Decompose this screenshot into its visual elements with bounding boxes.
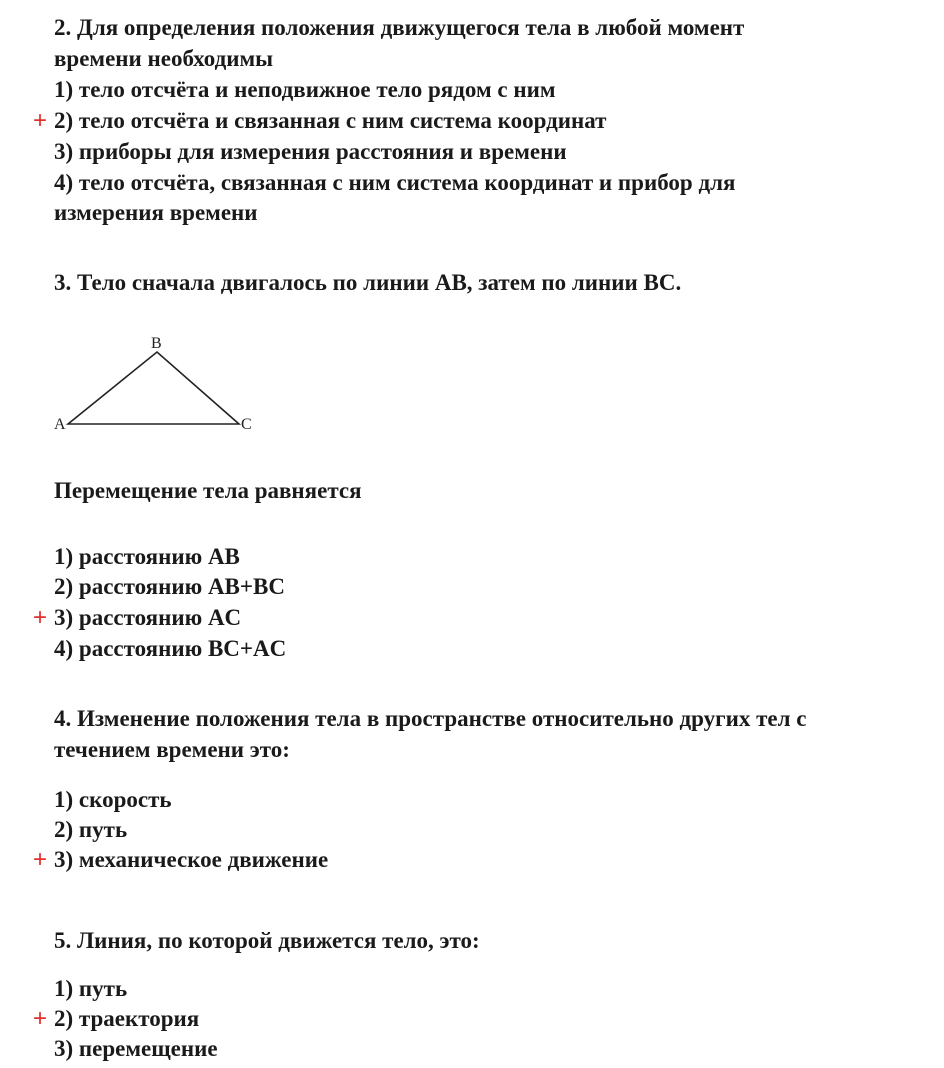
q3-correct-mark: + [33,604,48,631]
q3-option-1: 1) расстоянию AB [54,544,240,569]
q3-option-2: 2) расстоянию AB+BC [54,574,285,599]
q2-title-line1: 2. Для определения положения движущегося тела в любой момент [54,15,745,40]
q3-title: 3. Тело сначала двигалось по линии AB, затем по линии BC. [54,270,682,295]
vertex-label-b: B [151,335,162,352]
q4-title-line2: течением времени это: [54,737,290,762]
triangle-shape [68,352,239,424]
q4-option-1: 1) скорость [54,787,172,812]
vertex-label-c: C [241,416,252,433]
vertex-label-a: A [54,416,66,433]
q3-option-4: 4) расстоянию BC+AC [54,636,287,661]
triangle-diagram [48,332,268,442]
q2-correct-mark: + [33,107,48,134]
q5-option-2: 2) траектория [54,1006,200,1031]
q5-option-1: 1) путь [54,976,128,1001]
q4-correct-mark: + [33,846,48,873]
q2-option-1: 1) тело отсчёта и неподвижное тело рядом с ним [54,77,556,102]
q4-title-line1: 4. Изменение положения тела в пространстве относительно других тел с [54,706,807,731]
q2-option-4: 4) тело отсчёта, связанная с ним система координат и прибор для [54,170,736,195]
q2-option-3: 3) приборы для измерения расстояния и времени [54,139,567,164]
q5-option-3: 3) перемещение [54,1036,218,1061]
q2-option-4-line2: измерения времени [54,200,258,225]
q4-option-2: 2) путь [54,817,128,842]
q5-title: 5. Линия, по которой движется тело, это: [54,928,480,953]
q4-option-3: 3) механическое движение [54,847,329,872]
q2-option-2: 2) тело отсчёта и связанная с ним система координат [54,108,607,133]
q3-subtitle: Перемещение тела равняется [54,478,362,503]
q5-correct-mark: + [33,1005,48,1032]
q2-title-line2: времени необходимы [54,46,274,71]
q3-option-3: 3) расстоянию AC [54,605,242,630]
